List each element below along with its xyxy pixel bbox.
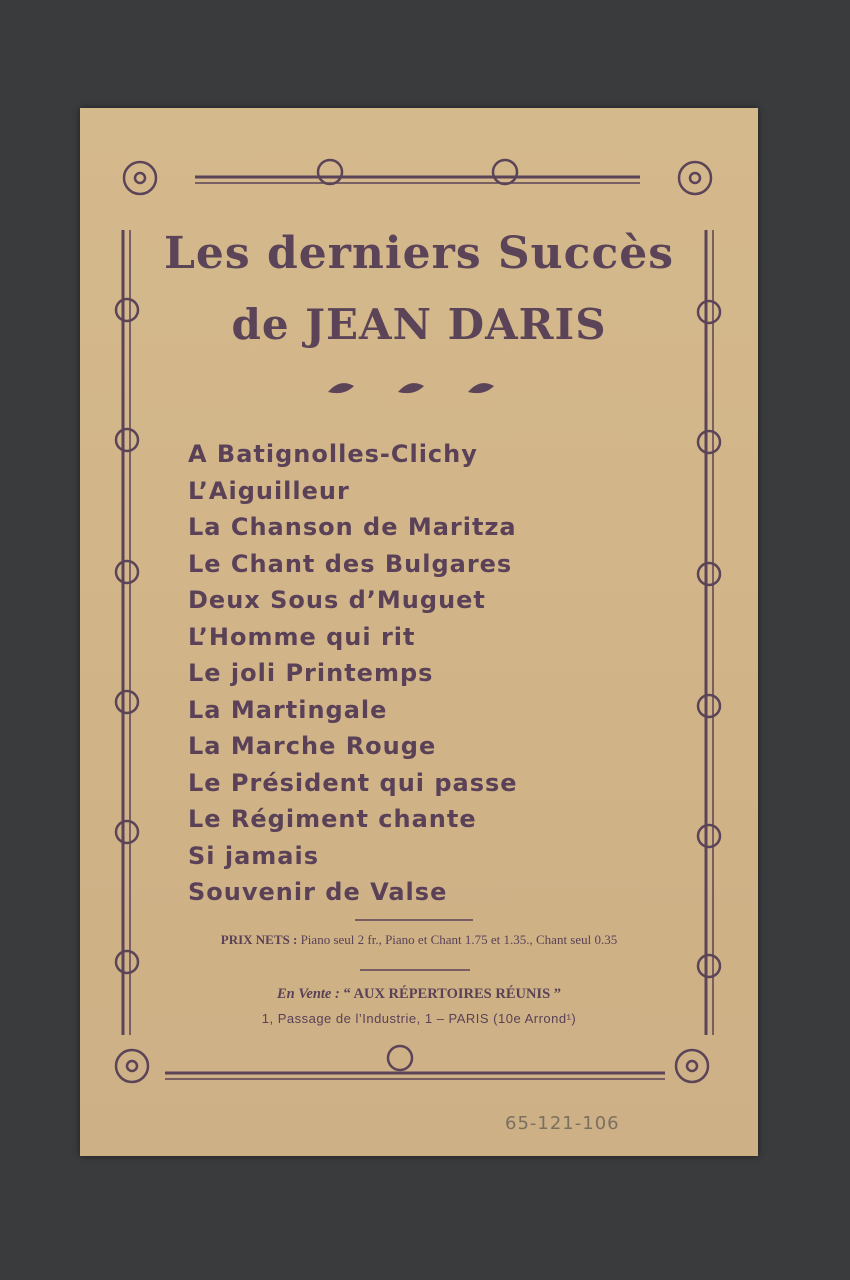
song-item: Souvenir de Valse bbox=[188, 878, 448, 906]
song-item: L’Aiguilleur bbox=[188, 476, 350, 505]
song-list bbox=[188, 436, 518, 911]
sale-line bbox=[80, 986, 758, 1003]
title-line-1: Les derniers Succès bbox=[163, 228, 675, 279]
catalog-number: 65-121-106 bbox=[505, 1113, 620, 1134]
song-item: Le Chant des Bulgares bbox=[188, 549, 513, 578]
song-item: La Marche Rouge bbox=[188, 732, 437, 760]
price-text: Piano seul 2 fr., Piano et Chant 1.75 et 1.35., Chant seul 0.35 bbox=[297, 932, 618, 947]
song-item: Deux Sous d’Muguet bbox=[188, 586, 486, 614]
sale-text: “ AUX RÉPERTOIRES RÉUNIS ” bbox=[339, 986, 562, 1002]
song-item: La Martingale bbox=[188, 695, 388, 724]
price-line bbox=[80, 932, 758, 948]
song-item: A Batignolles-Clichy bbox=[188, 440, 478, 468]
song-item: Si jamais bbox=[188, 841, 320, 870]
song-item: Le Régiment chante bbox=[188, 805, 477, 833]
title-line-2: de JEAN DARIS bbox=[231, 300, 607, 349]
song-item: Le Président qui passe bbox=[188, 768, 518, 797]
publisher-address: 1, Passage de l’Industrie, 1 – PARIS (10e Arrond¹) bbox=[261, 1011, 577, 1026]
sale-label: En Vente : bbox=[276, 986, 340, 1002]
song-item: Le joli Printemps bbox=[188, 659, 434, 687]
song-item: L’Homme qui rit bbox=[188, 622, 416, 651]
price-label: PRIX NETS : bbox=[220, 932, 298, 947]
song-item: La Chanson de Maritza bbox=[188, 513, 517, 541]
